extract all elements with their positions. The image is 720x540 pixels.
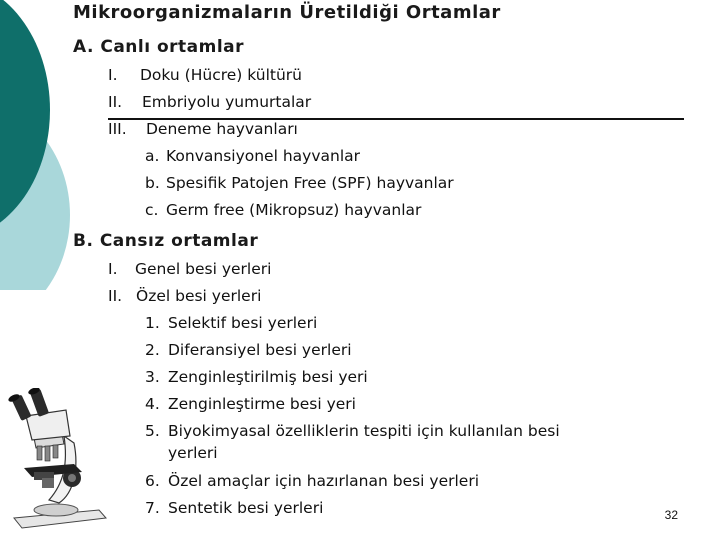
section-a-subitem-a: a. Konvansiyonel hayvanlar [145, 147, 360, 165]
section-a-item-2: II. Embriyolu yumurtalar [108, 93, 312, 111]
section-b-subitem-3: 3. Zenginleştirilmiş besi yeri [145, 368, 368, 386]
section-b-heading: B. Cansız ortamlar [73, 231, 259, 251]
section-a-item-3: III. Deneme hayvanları [108, 120, 298, 138]
section-b-subitem-1: 1. Selektif besi yerleri [145, 314, 318, 332]
section-b-item-2: II. Özel besi yerleri [108, 287, 262, 305]
section-b-subitem-5-continued: yerleri [168, 444, 218, 462]
decorative-side-shapes [0, 0, 80, 290]
section-b-subitem-7: 7. Sentetik besi yerleri [145, 499, 324, 517]
section-a-heading: A. Canlı ortamlar [73, 37, 245, 57]
section-a-item-1: I. Doku (Hücre) kültürü [108, 66, 302, 84]
section-b-subitem-5: 5. Biyokimyasal özelliklerin tespiti için kullanılan besi [145, 422, 560, 440]
page-title: Mikroorganizmaların Üretildiği Ortamlar [73, 2, 501, 23]
section-b-subitem-4: 4. Zenginleştirme besi yeri [145, 395, 356, 413]
page-number: 32 [664, 508, 678, 522]
section-b-subitem-2: 2. Diferansiyel besi yerleri [145, 341, 352, 359]
section-b-subitem-6: 6. Özel amaçlar için hazırlanan besi yerleri [145, 472, 480, 490]
section-a-subitem-c: c. Germ free (Mikropsuz) hayvanlar [145, 201, 422, 219]
section-a-subitem-b: b. Spesifik Patojen Free (SPF) hayvanlar [145, 174, 454, 192]
microscope-icon [4, 388, 114, 533]
section-b-item-1: I. Genel besi yerleri [108, 260, 272, 278]
